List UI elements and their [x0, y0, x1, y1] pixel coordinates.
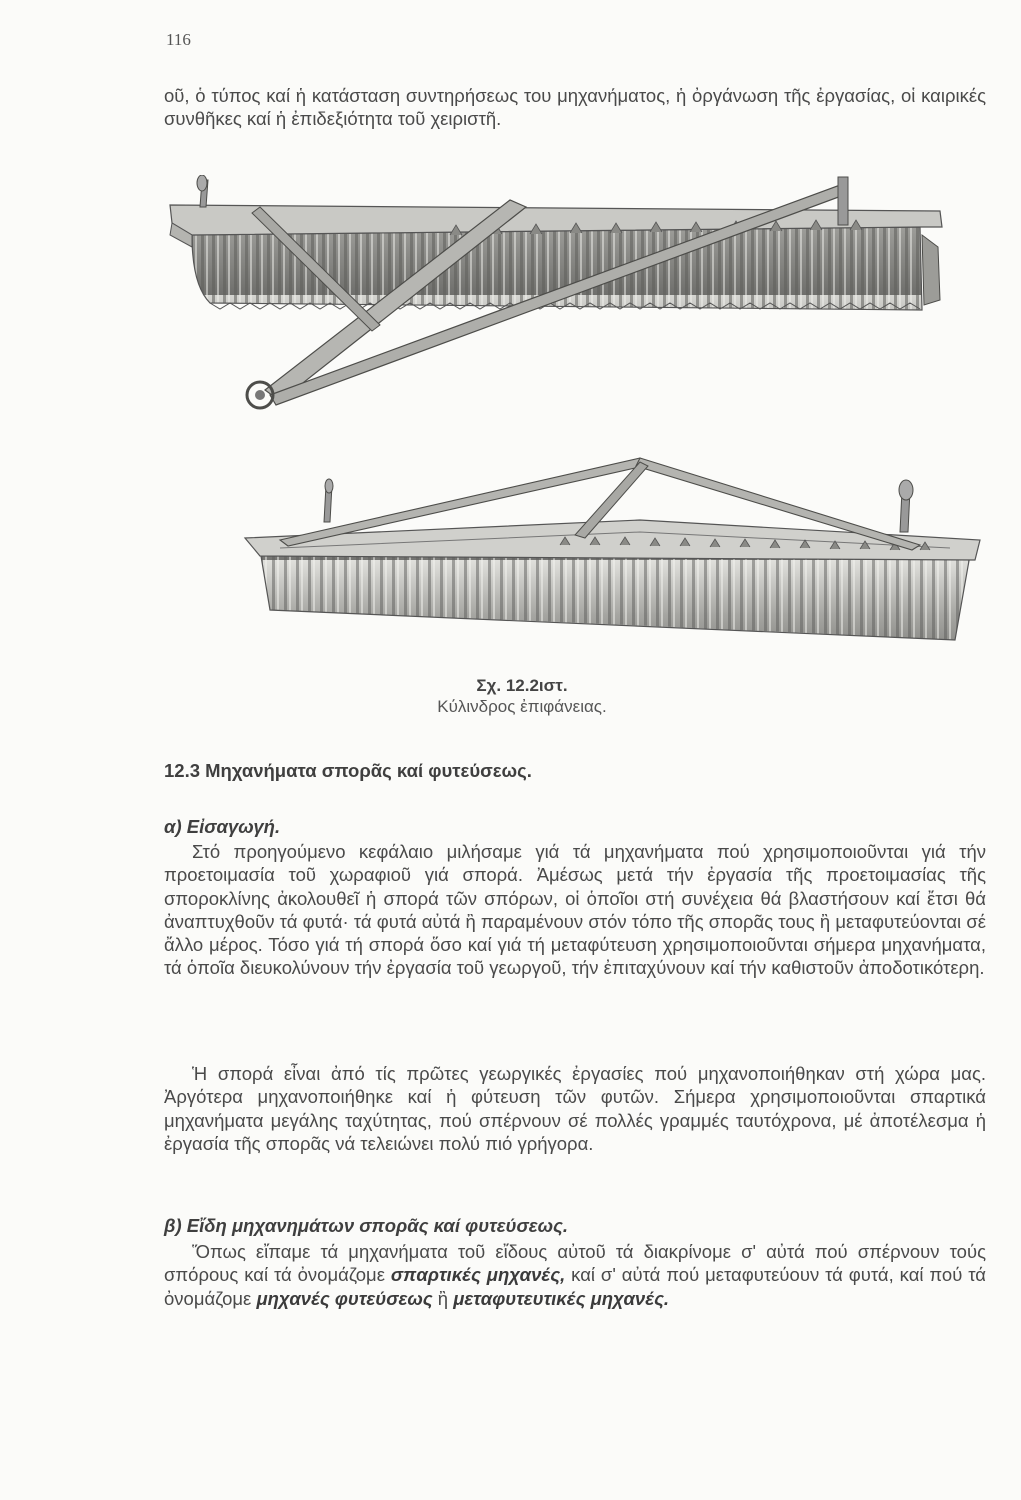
subsection-a-paragraph-1-text: Στό προηγούμενο κεφάλαιο μιλήσαμε γιά τά μηχανήματα πού χρησιμοποιοῦνται γιά τήν προετοιμασία τοῦ χωραφιοῦ γιά σπορά. Ἀμέσως μετά τήν ἐργασία τῆς προετοιμασίας τῆς σποροκλίνης ἀκολουθεῖ ἡ σπορά τῶν σπόρων, οἱ ὁποῖοι στή συνέχεια θά βλαστήσουν καί ἔτσι θά ἀναπτυχθοῦν τά φυτά· τά φυτά αὐτά ἢ παραμένουν στόν τόπο τῆς σπορᾶς τους ἢ μεταφυτεύονται σέ ἄλλο μέρος. Τόσο γιά τή σπορά ὅσο καί γιά τή μεταφύτευση χρησιμοποιοῦνται σήμερα μηχανήματα, τά ὁποῖα διευκολύνουν τήν ἐργασία τοῦ γεωργοῦ, τήν ἐπιταχύνουν καί τήν καθιστοῦν ἀποδοτικότερη. [164, 841, 986, 979]
subsection-a-paragraph-1 [164, 840, 986, 980]
term-transplanting-machines: μεταφυτευτικές μηχανές. [453, 1287, 670, 1309]
subsection-b-text-1: Ὅπως εἴπαμε τά μηχανήματα τοῦ εἴδους αὐτοῦ τά διακρίνομε σ' αὐτά πού σπέρνουν τούς σπόρους καί τά ὀνομάζομε [164, 1241, 986, 1286]
subsection-heading-a: α) Εἰσαγωγή. [164, 816, 281, 837]
term-planting-machines: μηχανές φυτεύσεως [256, 1287, 433, 1309]
subsection-b-paragraph [164, 1240, 986, 1310]
subsection-a-paragraph-2 [164, 1062, 986, 1155]
figure-caption: Κύλινδρος ἐπιφάνειας. [437, 697, 607, 716]
term-sowing-machines: σπαρτικές μηχανές, [390, 1264, 566, 1286]
figure-number: Σχ. 12.2ιστ. [476, 676, 568, 695]
section-heading: 12.3 Μηχανήματα σπορᾶς καί φυτεύσεως. [164, 760, 532, 781]
roller-illustration-bottom [240, 450, 985, 665]
subsection-heading-b: β) Εἴδη μηχανημάτων σπορᾶς καί φυτεύσεως. [164, 1215, 569, 1236]
subsection-b-text-3: ἢ [432, 1287, 454, 1309]
subsection-b-text-2: καί σ' αὐτά πού μεταφυτεύουν τά φυτά, καί πού τά ὀνομάζομε [164, 1264, 987, 1309]
intro-paragraph: οῦ, ὁ τύπος καί ἡ κατάσταση συντηρήσεως του μηχανήματος, ἡ ὀργάνωση τῆς ἐργασίας, οἱ καιρικές συνθῆκες καί ἡ ἐπιδεξιότητα τοῦ χειριστῆ. [164, 85, 986, 130]
subsection-a-paragraph-2-text: Ἡ σπορά εἶναι ἀπό τίς πρῶτες γεωργικές ἐργασίες πού μηχανοποιήθηκαν στή χώρα μας. Ἀργότερα μηχανοποιήθηκε καί ἡ φύτευση τῶν φυτῶν. Σήμερα χρησιμοποιοῦνται σπαρτικά μηχανήματα μεγάλης ταχύτητας, πού σπέρνουν σέ πολλές γραμμές ταυτόχρονα, μέ ἀποτέλεσμα ἡ ἐργασία τῆς σπορᾶς νά τελειώνει πολύ πιό γρήγορα. [164, 1063, 986, 1154]
page-number: 116 [166, 30, 191, 49]
roller-illustration-top [150, 175, 950, 440]
